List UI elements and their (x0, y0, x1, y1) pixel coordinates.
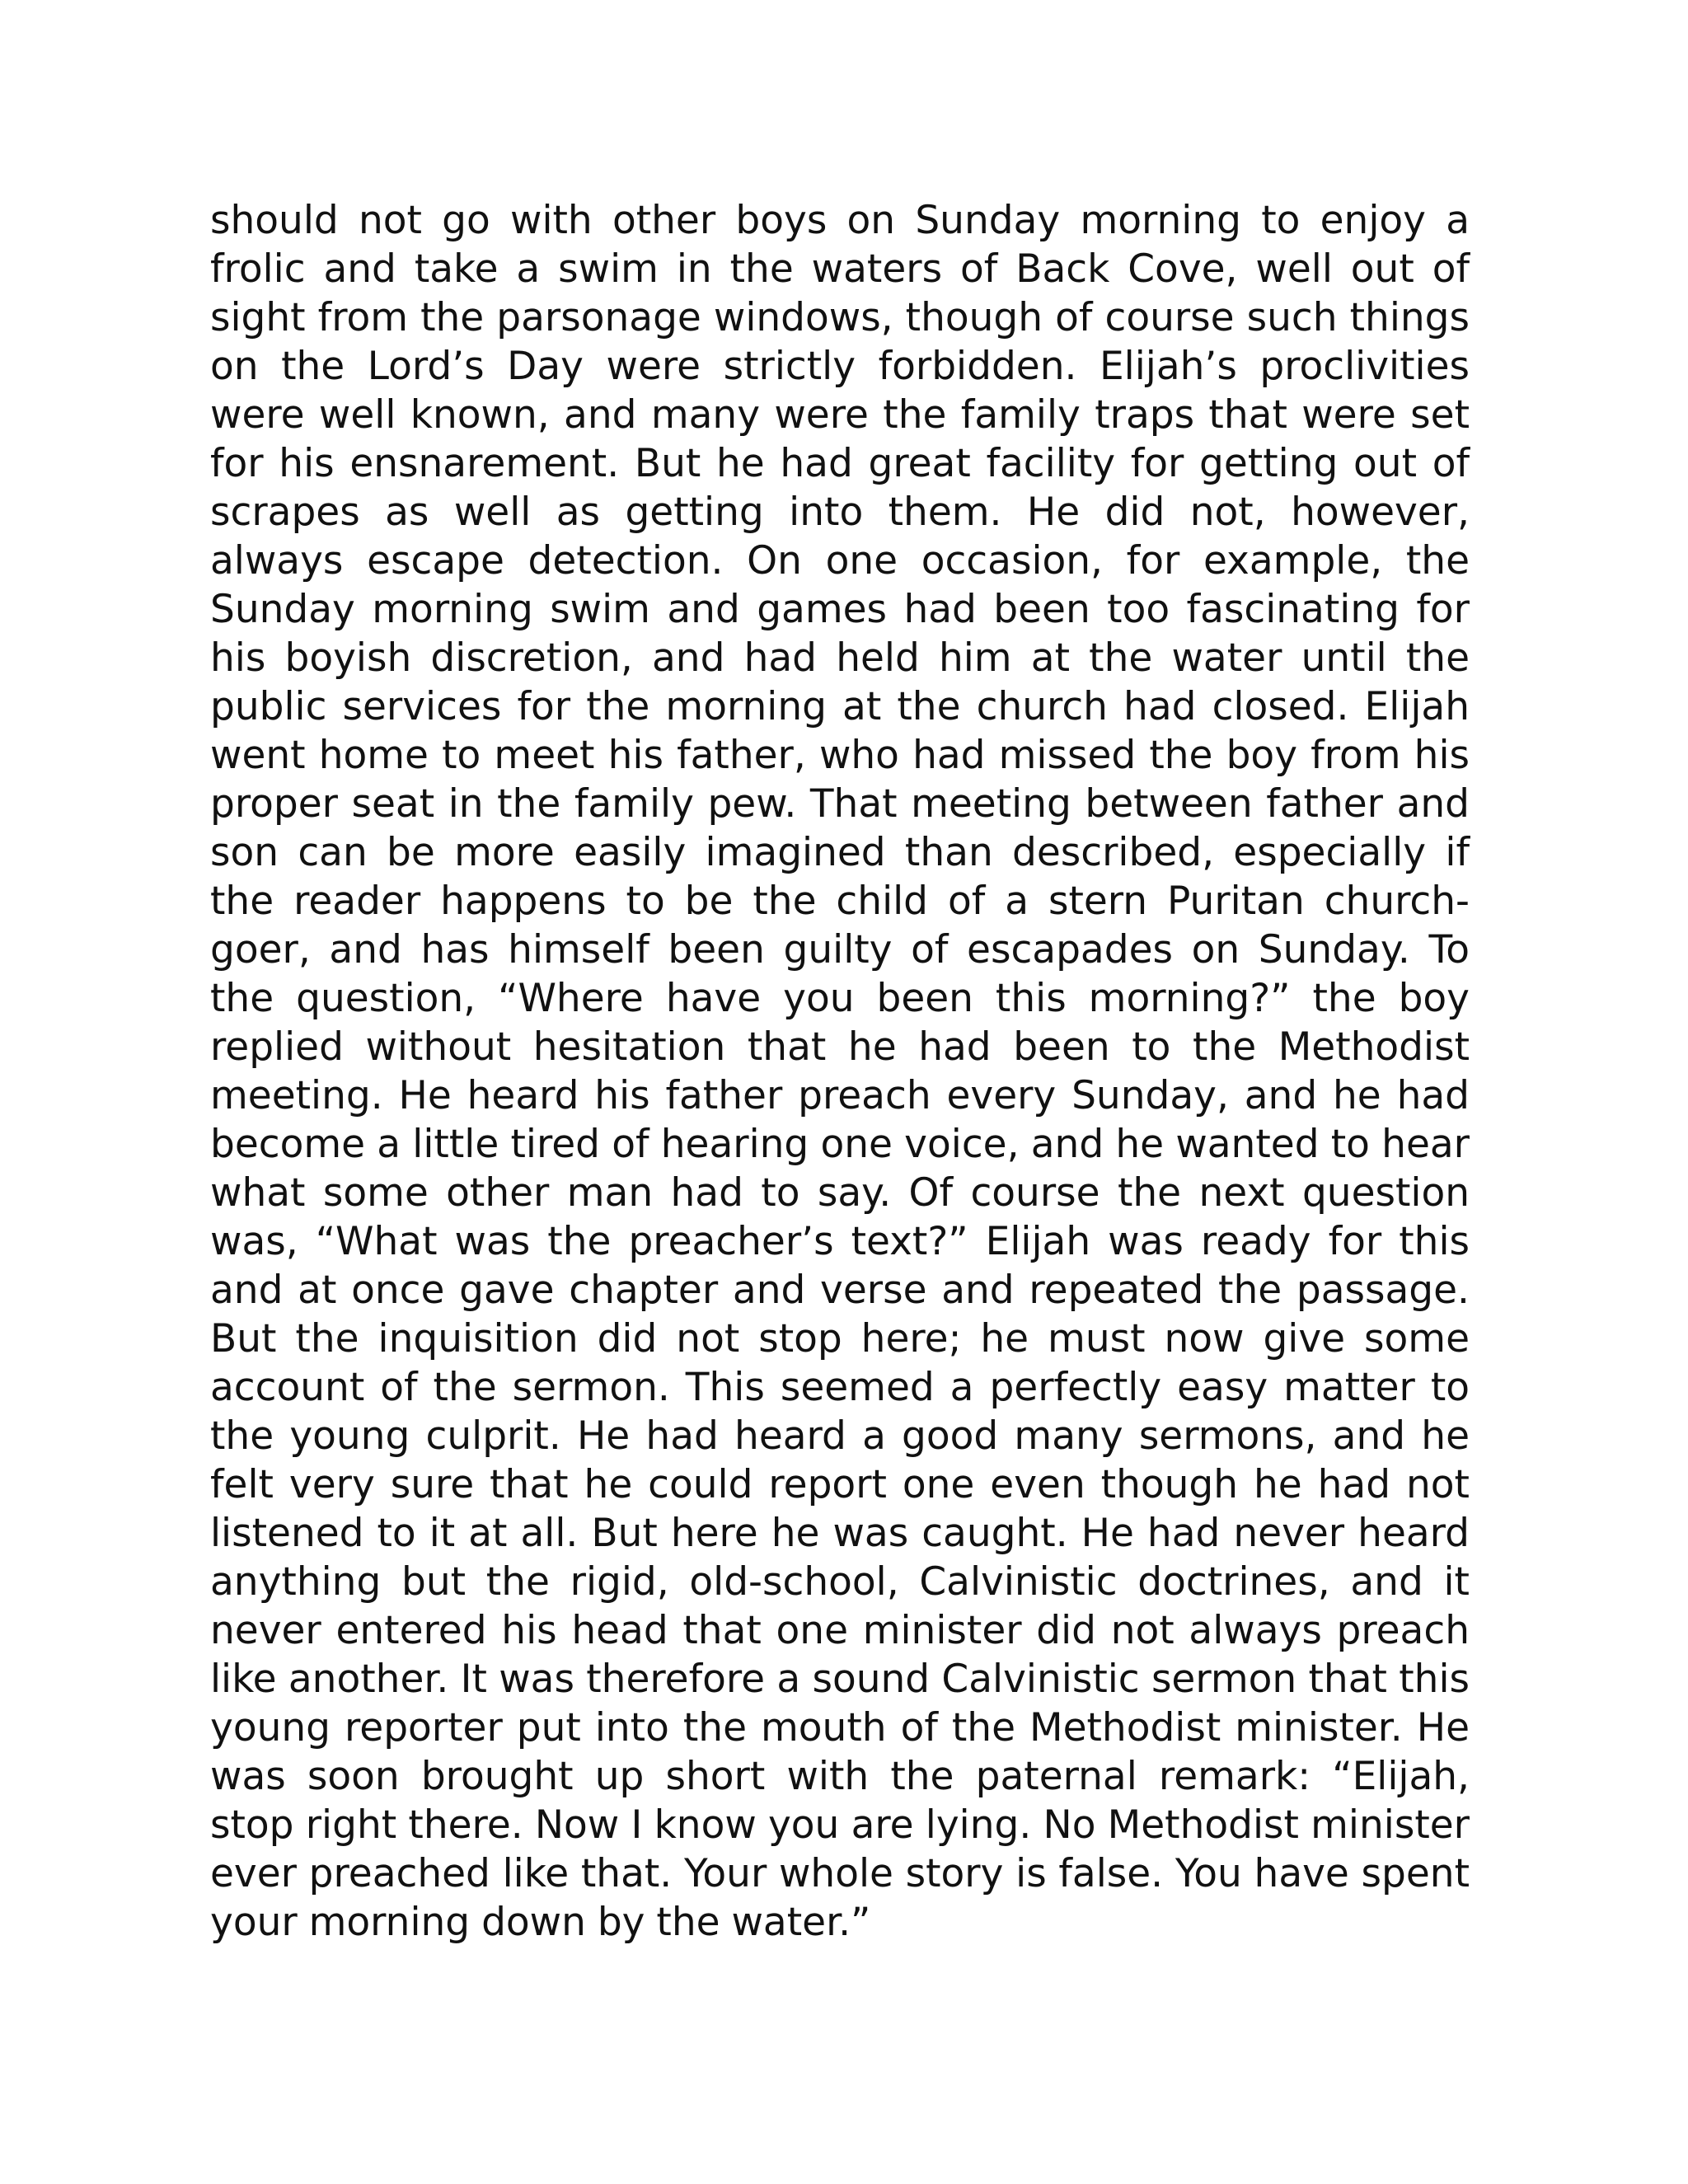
paragraph: should not go with other boys on Sunday morning to enjoy a frolic and take a swim in the waters of Back Cove, well out of sight from the parsonage windows, though of course such things on the Lord’s Day were strictly forbidden. Elijah’s proclivities were well known, and many were the family traps that were set for his ensnarement. But he had great facility for getting out of scrapes as well as getting into them. He did not, however, always escape detection. On one occasion, for example, the Sunday morning swim and games had been too fascinating for his boyish discretion, and had held him at the water until the public services for the morning at the church had closed. Elijah went home to meet his father, who had missed the boy from his proper seat in the family pew. That meeting between father and son can be more easily imagined than described, especially if the reader happens to be the child of a stern Puritan church-goer, and has himself been guilty of escapades on Sunday. To the question, “Where have you been this morning?” the boy replied without hesitation that he had been to the Methodist meeting. He heard his father preach every Sunday, and he had become a little tired of hearing one voice, and he wanted to hear what some other man had to say. Of course the next question was, “What was the preacher’s text?” Elijah was ready for this and at once gave chapter and verse and repeated the passage. But the inquisition did not stop here; he must now give some account of the sermon. This seemed a perfectly easy matter to the young culprit. He had heard a good many sermons, and he felt very sure that he could report one even though he had not listened to it at all. But here he was caught. He had never heard anything but the rigid, old-school, Calvinistic doctrines, and it never entered his head that one minister did not always preach like another. It was therefore a sound Calvinistic sermon that this young reporter put into the mouth of the Methodist minister. He was soon brought up short with the paternal remark: “Elijah, stop right there. Now I know you are lying. No Methodist minister ever preached like that. Your whole story is false. You have spent your morning down by the water.” (210, 198, 1470, 1945)
body-text (210, 196, 1470, 1947)
